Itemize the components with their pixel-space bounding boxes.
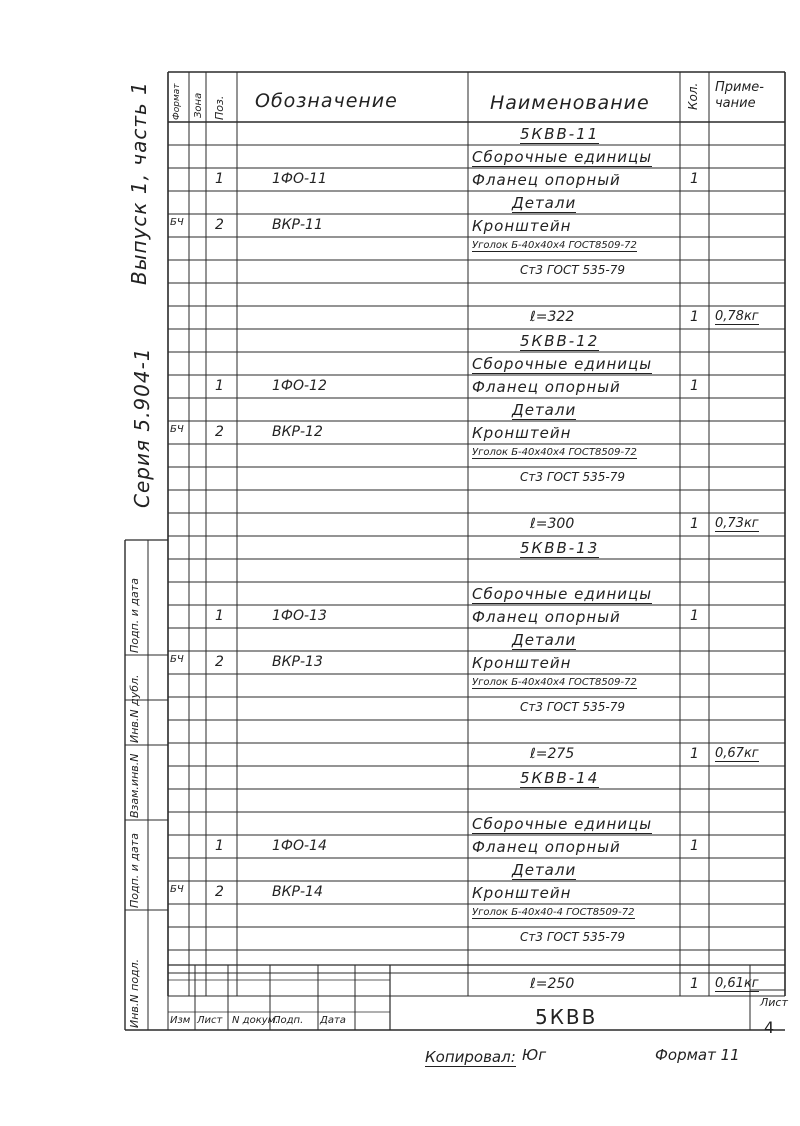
row-name: Ст3 ГОСТ 535-79 — [520, 930, 625, 944]
sheet-label: Лист — [760, 996, 788, 1009]
row-name: Сборочные единицы — [472, 355, 653, 373]
row-position: 1 — [215, 608, 224, 624]
row-name: 5КВВ-13 — [520, 539, 600, 557]
row-name: Уголок Б-40х40х4 ГОСТ8509-72 — [472, 240, 637, 251]
stamp-label: Взам.инв.N — [128, 753, 141, 818]
header-name: Наименование — [490, 92, 650, 114]
row-name: Кронштейн — [472, 424, 572, 442]
row-name: Фланец опорный — [472, 608, 621, 626]
row-name: Уголок Б-40х40х4 ГОСТ8509-72 — [472, 447, 637, 458]
row-format: БЧ — [170, 654, 184, 665]
row-quantity: 1 — [690, 976, 699, 992]
format-label: Формат 11 — [655, 1046, 740, 1064]
row-quantity: 1 — [690, 309, 699, 325]
row-name: Ст3 ГОСТ 535-79 — [520, 263, 625, 277]
row-name: Ст3 ГОСТ 535-79 — [520, 700, 625, 714]
row-position: 2 — [215, 884, 224, 900]
row-name: Кронштейн — [472, 217, 572, 235]
header-note: Приме-чание — [715, 80, 764, 111]
issue-title: Выпуск 1, часть 1 — [127, 81, 151, 285]
title-block-col-label: N докум. — [232, 1015, 279, 1026]
row-note: 0,67кг — [715, 746, 759, 761]
row-designation: ВКР-14 — [272, 884, 323, 900]
row-position: 2 — [215, 217, 224, 233]
row-name: Детали — [512, 401, 577, 419]
row-note: 0,61кг — [715, 976, 759, 991]
row-quantity: 1 — [690, 838, 699, 854]
header-zone: Зона — [193, 92, 204, 118]
row-name: 5КВВ-12 — [520, 332, 600, 350]
row-name: Кронштейн — [472, 654, 572, 672]
row-position: 2 — [215, 654, 224, 670]
row-name: 5КВВ-14 — [520, 769, 600, 787]
row-name: Детали — [512, 631, 577, 649]
row-name: ℓ=300 — [530, 516, 575, 532]
document-code: 5КВВ — [535, 1005, 598, 1029]
row-name: Детали — [512, 861, 577, 879]
row-name: Фланец опорный — [472, 171, 621, 189]
row-position: 1 — [215, 838, 224, 854]
row-name: Детали — [512, 194, 577, 212]
row-name: ℓ=250 — [530, 976, 575, 992]
title-block-col-label: Подп. — [273, 1015, 304, 1026]
row-name: Фланец опорный — [472, 838, 621, 856]
header-format: Формат — [172, 83, 182, 120]
row-name: Фланец опорный — [472, 378, 621, 396]
row-designation: ВКР-13 — [272, 654, 323, 670]
row-designation: 1ФО-14 — [272, 838, 327, 854]
copied-signature: Юг — [522, 1046, 547, 1064]
row-position: 1 — [215, 171, 224, 187]
row-name: ℓ=322 — [530, 309, 575, 325]
row-note: 0,78кг — [715, 309, 759, 324]
title-block-col-label: Дата — [320, 1015, 346, 1026]
title-block-col-label: Лист — [197, 1015, 223, 1026]
row-name: Сборочные единицы — [472, 815, 653, 833]
row-name: Сборочные единицы — [472, 585, 653, 603]
row-name: Кронштейн — [472, 884, 572, 902]
header-pos: Поз. — [213, 95, 226, 120]
row-name: ℓ=275 — [530, 746, 575, 762]
row-quantity: 1 — [690, 171, 699, 187]
stamp-label: Подп. и дата — [128, 833, 141, 908]
stamp-label: Подп. и дата — [128, 578, 141, 653]
row-name: Уголок Б-40х40-4 ГОСТ8509-72 — [472, 907, 635, 918]
row-quantity: 1 — [690, 516, 699, 532]
row-designation: ВКР-11 — [272, 217, 323, 233]
header-qty: Кол. — [686, 82, 700, 110]
row-quantity: 1 — [690, 378, 699, 394]
row-quantity: 1 — [690, 746, 699, 762]
row-designation: 1ФО-11 — [272, 171, 327, 187]
series-title: Серия 5.904-1 — [130, 347, 154, 508]
row-position: 1 — [215, 378, 224, 394]
row-name: Уголок Б-40х40х4 ГОСТ8509-72 — [472, 677, 637, 688]
row-quantity: 1 — [690, 608, 699, 624]
row-designation: 1ФО-12 — [272, 378, 327, 394]
row-designation: ВКР-12 — [272, 424, 323, 440]
row-format: БЧ — [170, 424, 184, 435]
row-name: Сборочные единицы — [472, 148, 653, 166]
copied-label: Копировал: — [425, 1048, 516, 1066]
row-format: БЧ — [170, 884, 184, 895]
sheet-number: 4 — [764, 1018, 775, 1037]
stamp-label: Инв.N подл. — [128, 958, 141, 1028]
row-position: 2 — [215, 424, 224, 440]
row-name: Ст3 ГОСТ 535-79 — [520, 470, 625, 484]
row-name: 5КВВ-11 — [520, 125, 600, 143]
row-note: 0,73кг — [715, 516, 759, 531]
row-designation: 1ФО-13 — [272, 608, 327, 624]
row-format: БЧ — [170, 217, 184, 228]
header-designation: Обозначение — [255, 90, 398, 112]
stamp-label: Инв.N дубл. — [128, 674, 141, 743]
title-block-col-label: Изм — [170, 1015, 191, 1026]
